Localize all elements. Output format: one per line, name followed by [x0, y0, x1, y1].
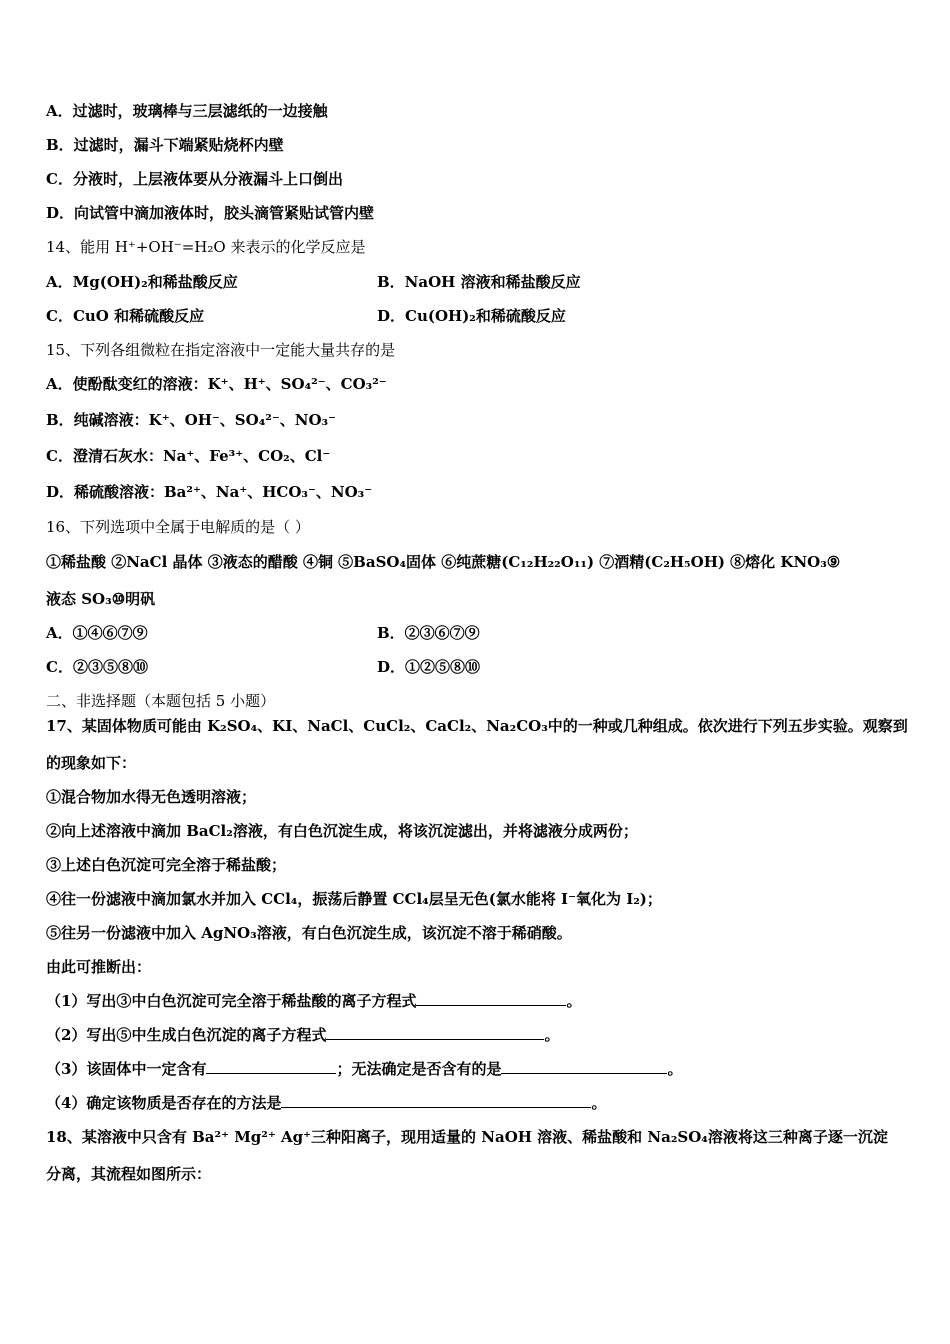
- q17-part-2-end: 。: [544, 1026, 560, 1044]
- q15-option-a: A．使酚酞变红的溶液：K⁺、H⁺、SO₄²⁻、CO₃²⁻: [46, 375, 387, 393]
- q17-part-1-end: 。: [566, 992, 582, 1010]
- q13-option-d: D．向试管中滴加液体时，胶头滴管紧贴试管内壁: [46, 204, 375, 222]
- q17-step-4: ④往一份滤液中滴加氯水并加入 CCl₄，振荡后静置 CCl₄层呈无色(氯水能将 I⁻氧化为 I₂)；: [46, 890, 662, 908]
- q17-step-5: ⑤往另一份滤液中加入 AgNO₃溶液，有白色沉淀生成，该沉淀不溶于稀硝酸。: [46, 924, 572, 942]
- q17-part-1: [46, 991, 581, 1011]
- q18-stem-line1: 18、某溶液中只含有 Ba²⁺ Mg²⁺ Ag⁺三种阳离子，现用适量的 NaOH 溶液、稀盐酸和 Na₂SO₄溶液将这三种离子逐一沉淀: [46, 1128, 888, 1146]
- q17-part-3-text-a: （3）该固体中一定含有: [46, 1060, 207, 1078]
- q15-stem: 15、下列各组微粒在指定溶液中一定能大量共存的是: [46, 341, 396, 359]
- q14-stem: 14、能用 H⁺+OH⁻=H₂O 来表示的化学反应是: [46, 238, 366, 256]
- q14-option-b: B．NaOH 溶液和稀盐酸反应: [377, 273, 581, 291]
- q13-option-b: B．过滤时，漏斗下端紧贴烧杯内壁: [46, 136, 284, 154]
- q15-option-b: B．纯碱溶液：K⁺、OH⁻、SO₄²⁻、NO₃⁻: [46, 411, 337, 429]
- q14-option-c: C．CuO 和稀硫酸反应: [46, 307, 205, 325]
- q13-option-a: A．过滤时，玻璃棒与三层滤纸的一边接触: [46, 102, 328, 120]
- q16-option-d: D．①②⑤⑧⑩: [377, 658, 481, 676]
- q18-stem-line2: 分离，其流程如图所示：: [46, 1165, 212, 1183]
- section-heading: 二、非选择题（本题包括 5 小题）: [46, 692, 276, 710]
- q16-option-a: A．①④⑥⑦⑨: [46, 624, 148, 642]
- q17-part-3: [46, 1059, 682, 1079]
- q17-part-3-end: 。: [667, 1060, 683, 1078]
- q17-stem-line2: 的现象如下：: [46, 754, 137, 772]
- q16-option-b: B．②③⑥⑦⑨: [377, 624, 480, 642]
- q16-items-line1: ①稀盐酸 ②NaCl 晶体 ③液态的醋酸 ④铜 ⑤BaSO₄固体 ⑥纯蔗糖(C₁₂H₂₂O₁₁) ⑦酒精(C₂H₅OH) ⑧熔化 KNO₃⑨: [46, 553, 841, 571]
- q15-option-d: D．稀硫酸溶液：Ba²⁺、Na⁺、HCO₃⁻、NO₃⁻: [46, 483, 373, 501]
- q14-option-a: A．Mg(OH)₂和稀盐酸反应: [46, 273, 238, 291]
- q17-part-4-end: 。: [591, 1094, 607, 1112]
- q13-option-c: C．分液时，上层液体要从分液漏斗上口倒出: [46, 170, 343, 188]
- q17-stem-line1: 17、某固体物质可能由 K₂SO₄、KI、NaCl、CuCl₂、CaCl₂、Na₂CO₃中的一种或几种组成。依次进行下列五步实验。观察到: [46, 717, 908, 735]
- q15-option-c: C．澄清石灰水：Na⁺、Fe³⁺、CO₂、Cl⁻: [46, 447, 331, 465]
- q16-stem: 16、下列选项中全属于电解质的是（ ）: [46, 518, 310, 536]
- answer-blank-3b[interactable]: [501, 1059, 667, 1074]
- answer-blank-3a[interactable]: [206, 1059, 336, 1074]
- q17-infer: 由此可推断出：: [46, 958, 152, 976]
- q17-part-1-text: （1）写出③中白色沉淀可完全溶于稀盐酸的离子方程式: [46, 992, 417, 1010]
- q17-step-2: ②向上述溶液中滴加 BaCl₂溶液，有白色沉淀生成，将该沉淀滤出，并将滤液分成两份；: [46, 822, 638, 840]
- q16-option-c: C．②③⑤⑧⑩: [46, 658, 148, 676]
- q17-step-3: ③上述白色沉淀可完全溶于稀盐酸；: [46, 856, 287, 874]
- q17-part-2-text: （2）写出⑤中生成白色沉淀的离子方程式: [46, 1026, 327, 1044]
- q14-option-d: D．Cu(OH)₂和稀硫酸反应: [377, 307, 566, 325]
- q17-part-2: [46, 1025, 559, 1045]
- q17-part-4-text: （4）确定该物质是否存在的方法是: [46, 1094, 282, 1112]
- answer-blank-2[interactable]: [326, 1025, 544, 1040]
- answer-blank-1[interactable]: [416, 991, 566, 1006]
- answer-blank-4[interactable]: [281, 1093, 591, 1108]
- q17-part-4: [46, 1093, 606, 1113]
- q17-step-1: ①混合物加水得无色透明溶液；: [46, 788, 257, 806]
- q17-part-3-text-b: ；无法确定是否含有的是: [336, 1060, 502, 1078]
- q16-items-line2: 液态 SO₃⑩明矾: [46, 590, 156, 608]
